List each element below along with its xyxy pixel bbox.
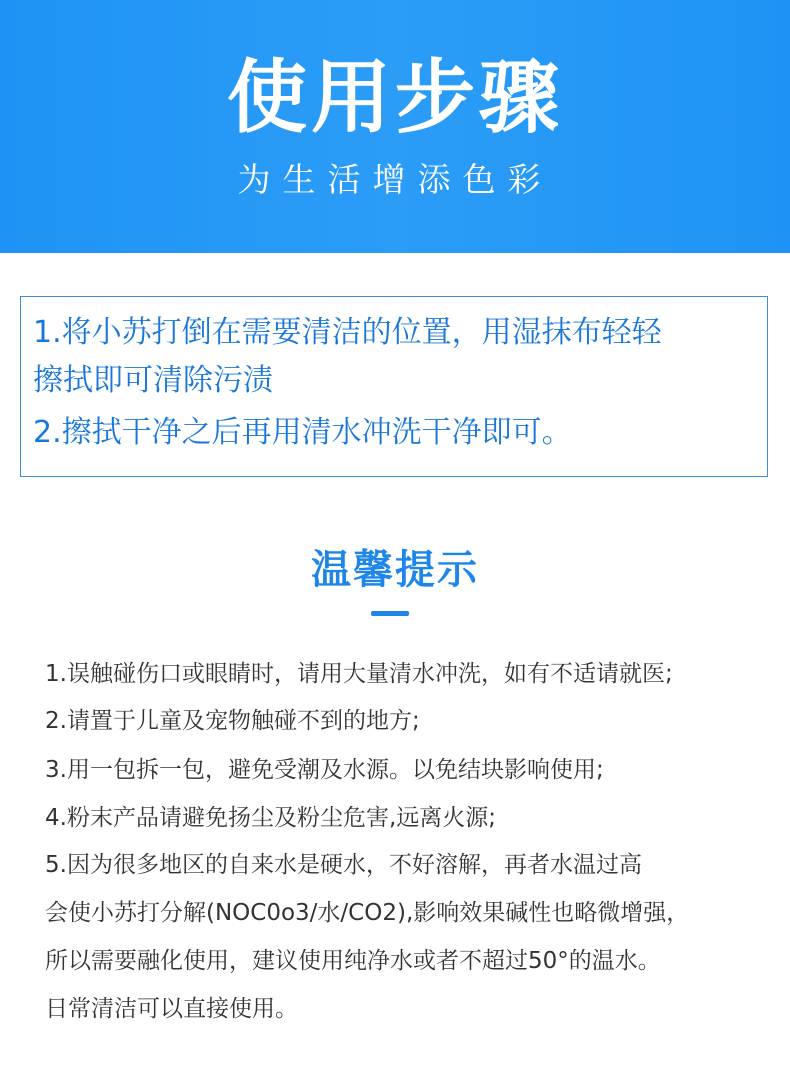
- tip-line-8: 日常清洁可以直接使用。: [45, 996, 298, 1022]
- tip-line-6: 会使小苏打分解(NOC0o3/水/CO2),影响效果碱性也略微增强，: [45, 900, 690, 926]
- tips-title: 温馨提示: [311, 547, 479, 593]
- tip-line-5: 5.因为很多地区的自来水是硬水，不好溶解，再者水温过高: [45, 852, 642, 878]
- step-line-1: 1.将小苏打倒在需要清洁的位置，用湿抹布轻轻: [33, 315, 662, 350]
- tip-line-2: 2.请置于儿童及宠物触碰不到的地方;: [45, 708, 420, 734]
- header-banner: [0, 0, 790, 253]
- step-line-2: 擦拭即可清除污渍: [33, 363, 273, 398]
- tip-line-4: 4.粉末产品请避免扬尘及粉尘危害,远离火源;: [45, 805, 497, 831]
- tip-line-1: 1.误触碰伤口或眼睛时，请用大量清水冲洗，如有不适请就医;: [45, 661, 673, 687]
- step-line-3: 2.擦拭干净之后再用清水冲洗干净即可。: [33, 415, 572, 450]
- steps-box: [20, 296, 768, 477]
- tips-title-underline: [371, 611, 409, 616]
- tip-line-3: 3.用一包拆一包，避免受潮及水源。以免结块影响使用;: [45, 757, 604, 783]
- page-title: 使用步骤: [227, 51, 563, 144]
- tip-line-7: 所以需要融化使用，建议使用纯净水或者不超过50°的温水。: [45, 948, 661, 974]
- page-subtitle: 为生活增添色彩: [237, 160, 553, 199]
